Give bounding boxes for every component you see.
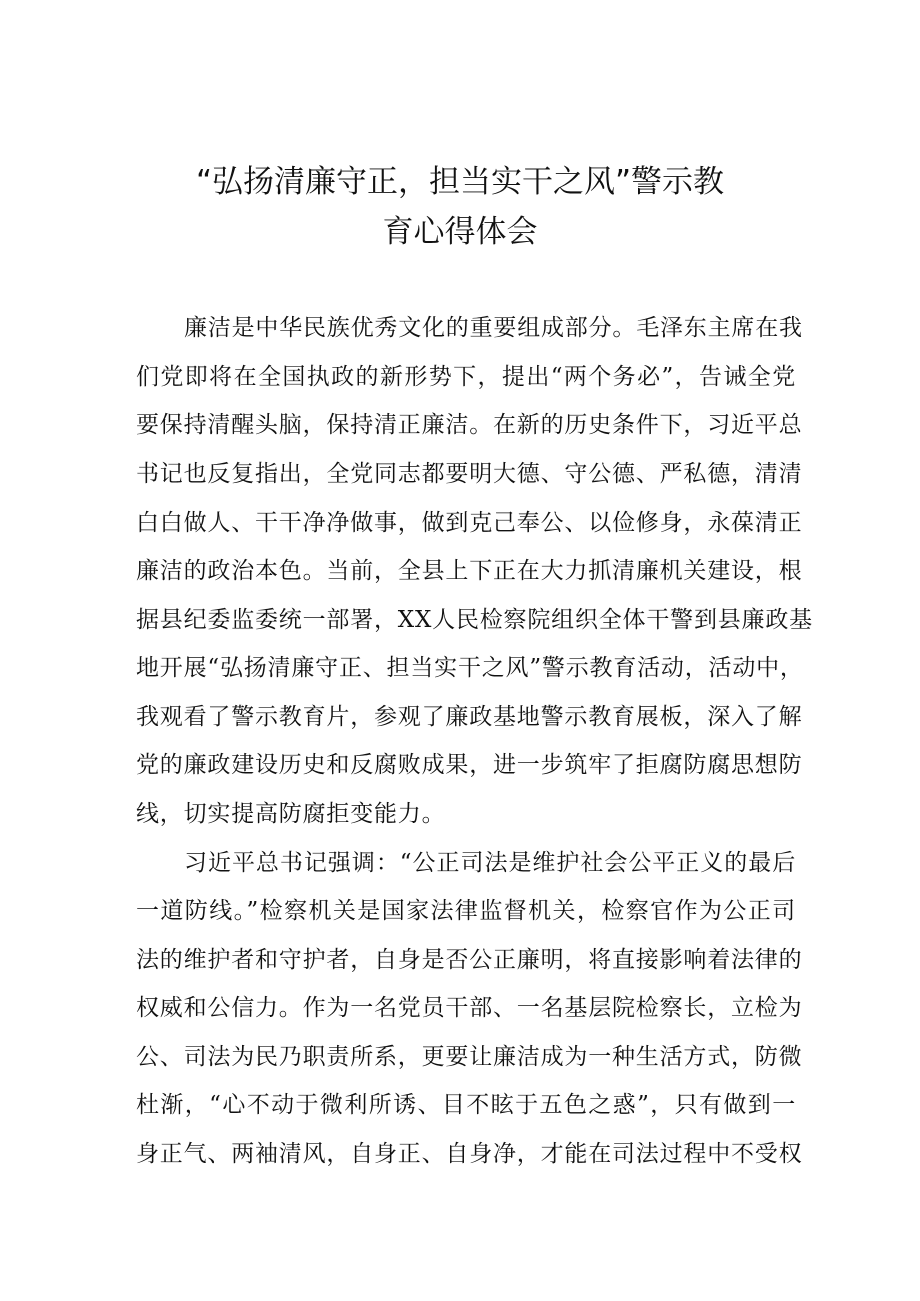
- paragraph-line: 公、司法为民乃职责所系，更要让廉洁成为一种生活方式，防微: [136, 1044, 803, 1070]
- paragraph-line: 们党即将在全国执政的新形势下，提出“两个务必”，告诫全党: [136, 364, 796, 390]
- paragraph-line: 白白做人、干干净净做事，做到克己奉公、以俭修身，永葆清正: [136, 510, 803, 536]
- paragraph-line: 身正气、两袖清风，自身正、自身净，才能在司法过程中不受权: [136, 1141, 803, 1167]
- paragraph-line: 廉洁是中华民族优秀文化的重要组成部分。毛泽东主席在我: [184, 315, 803, 341]
- paragraph-line: 一道防线。”检察机关是国家法律监督机关，检察官作为公正司: [136, 898, 796, 924]
- paragraph-line: 习近平总书记强调：“公正司法是维护社会公平正义的最后: [184, 850, 796, 876]
- paragraph-line: 要保持清醒头脑，保持清正廉洁。在新的历史条件下，习近平总: [136, 412, 803, 438]
- paragraph-line: 据县纪委监委统一部署，XX人民检察院组织全体干警到县廉政基: [136, 607, 813, 633]
- document-title-line-2: 育心得体会: [382, 214, 538, 250]
- paragraph-line: 法的维护者和守护者，自身是否公正廉明，将直接影响着法律的: [136, 947, 803, 973]
- document-title-line-1: “弘扬清廉守正，担当实干之风”警示教: [195, 164, 725, 200]
- paragraph-line: 杜渐，“心不动于微利所诱、目不眩于五色之惑”，只有做到一: [136, 1092, 796, 1118]
- paragraph-line: 地开展“弘扬清廉守正、担当实干之风”警示教育活动，活动中，: [136, 655, 804, 681]
- paragraph-line: 廉洁的政治本色。当前，全县上下正在大力抓清廉机关建设，根: [136, 558, 803, 584]
- paragraph-line: 党的廉政建设历史和反腐败成果，进一步筑牢了拒腐防腐思想防: [136, 752, 803, 778]
- paragraph-line: 线，切实提高防腐拒变能力。: [136, 801, 446, 827]
- paragraph-line: 我观看了警示教育片，参观了廉政基地警示教育展板，深入了解: [136, 704, 803, 730]
- paragraph-line: 书记也反复指出，全党同志都要明大德、守公德、严私德，清清: [136, 461, 803, 487]
- paragraph-line: 权威和公信力。作为一名党员干部、一名基层院检察长，立检为: [136, 995, 803, 1021]
